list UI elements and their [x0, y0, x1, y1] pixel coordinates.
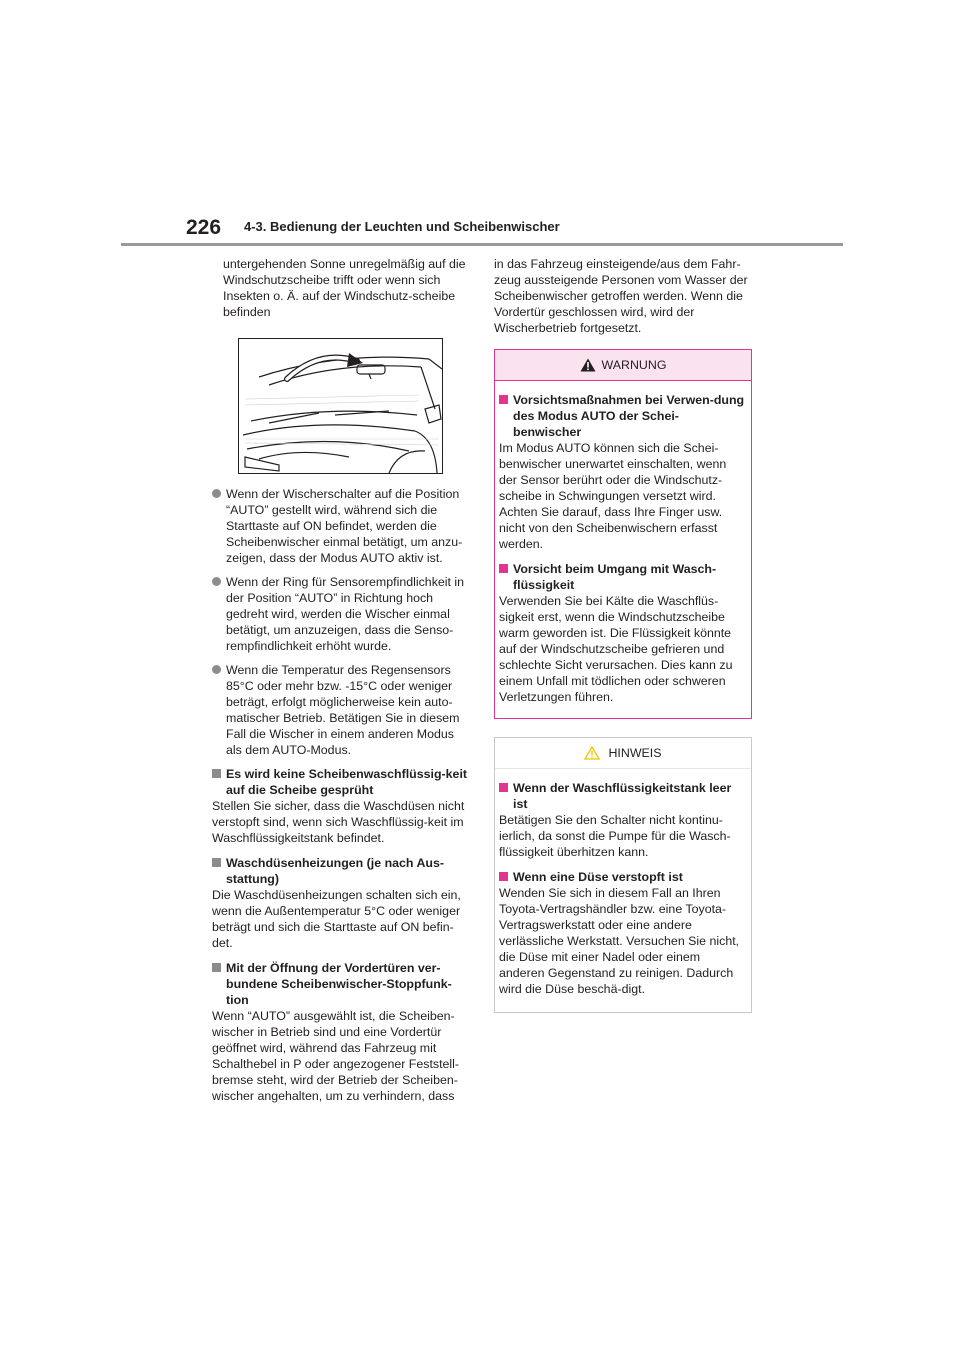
warning-triangle-icon — [580, 358, 596, 372]
info-section — [212, 855, 470, 951]
section-heading-text: Es wird keine Scheibenwaschflüssig-keit auf die Scheibe gesprüht — [226, 767, 468, 797]
bullet-dot-icon — [212, 577, 221, 586]
windshield-illustration — [238, 338, 443, 474]
warning-body — [495, 381, 751, 718]
car-windshield-sensor-drawing — [239, 339, 442, 473]
note-item-heading — [499, 869, 747, 885]
bullet-text: Wenn die Temperatur des Regensensors 85°C oder mehr bzw. -15°C oder weniger beträgt, erfolgt möglicherweise kein auto-matischer Betrieb. Betätigen Sie in diesem Fall die Wischer in einem anderen Modus als dem AUTO-Modus. — [226, 663, 460, 757]
intro-paragraph: untergehenden Sonne unregelmäßig auf die Windschutzscheibe trifft oder wenn sich Insekten o. Ä. auf der Windschutz-scheibe befinden — [223, 257, 466, 319]
section-heading — [212, 766, 470, 798]
warning-title: WARNUNG — [601, 358, 667, 372]
note-item-body: Wenden Sie sich in diesem Fall an Ihren Toyota-Vertragshändler bzw. eine Toyota-Vertragswerkstatt oder eine andere verlässliche Werkstatt. Versuchen Sie nicht, die Düse mit einer Nadel oder einem anderen Gegenstand zu reinigen. Dadurch wird die Düse beschä-digt. — [499, 886, 740, 996]
square-bullet-icon — [499, 783, 508, 792]
warning-item-heading — [499, 561, 747, 593]
note-item-heading — [499, 780, 747, 812]
header-divider — [121, 243, 843, 246]
square-bullet-icon — [499, 395, 508, 404]
continuation-paragraph: in das Fahrzeug einsteigende/aus dem Fahr-zeug aussteigende Personen vom Wasser der Scheibenwischer getroffen werden. Wenn die Vordertür geschlossen wird, wird der Wischerbetrieb fortgesetzt. — [494, 257, 748, 335]
warning-item-body: Verwenden Sie bei Kälte die Waschflüs-sigkeit erst, wenn die Windschutzscheibe warm geworden ist. Die Flüssigkeit könnte auf der Windschutzscheibe gefrieren und schlechte Sicht verursachen. Dies kann zu einem Unfall mit tödlichen oder schweren Verletzungen führen. — [499, 594, 733, 704]
section-body: Stellen Sie sicher, dass die Waschdüsen nicht verstopft sind, wenn sich Waschflüssig-keit im Waschflüssigkeitstank befindet. — [212, 799, 465, 845]
square-bullet-icon — [499, 564, 508, 573]
warning-item — [499, 392, 747, 552]
note-item — [499, 780, 747, 860]
square-bullet-icon — [212, 769, 221, 778]
warning-heading-text: Vorsicht beim Umgang mit Wasch-flüssigkeit — [513, 562, 717, 592]
warning-box — [494, 349, 752, 719]
square-bullet-icon — [212, 963, 221, 972]
bullet-text: Wenn der Wischerschalter auf die Position “AUTO” gestellt wird, während sich die Starttaste auf ON befindet, werden die Scheibenwischer einmal betätigt, um anzu-zeigen, dass der Modus AUTO aktiv ist. — [226, 487, 463, 565]
warning-header — [495, 350, 751, 381]
square-bullet-icon — [212, 858, 221, 867]
note-item — [499, 869, 747, 997]
section-heading-text: Mit der Öffnung der Vordertüren ver-bundene Scheibenwischer-Stoppfunk-tion — [226, 961, 452, 1007]
bullet-item — [212, 574, 470, 654]
left-column — [212, 256, 470, 1113]
note-item-body: Betätigen Sie den Schalter nicht kontinu-ierlich, da sonst die Pumpe für die Wasch-flüssigkeit überhitzen kann. — [499, 813, 731, 859]
section-heading — [212, 855, 470, 887]
bullet-item — [212, 486, 470, 566]
warning-item — [499, 561, 747, 705]
note-heading-text: Wenn der Waschflüssigkeitstank leer ist — [513, 781, 732, 811]
note-header — [495, 738, 751, 769]
bullet-item — [212, 662, 470, 758]
warning-item-heading — [499, 392, 747, 440]
note-heading-text: Wenn eine Düse verstopft ist — [513, 870, 683, 884]
right-column — [494, 256, 752, 1013]
info-section — [212, 960, 470, 1104]
info-section — [212, 766, 470, 846]
square-bullet-icon — [499, 872, 508, 881]
bullet-dot-icon — [212, 489, 221, 498]
note-box — [494, 737, 752, 1013]
bullet-dot-icon — [212, 665, 221, 674]
page-number: 226 — [186, 216, 222, 239]
note-body — [495, 769, 751, 1012]
section-body: Die Waschdüsenheizungen schalten sich ein, wenn die Außentemperatur 5°C oder weniger beträgt und sich die Starttaste auf ON befin-det. — [212, 888, 461, 950]
caution-triangle-outline-icon — [584, 746, 600, 760]
note-title: HINWEIS — [608, 746, 662, 760]
section-heading — [212, 960, 470, 1008]
bullet-text: Wenn der Ring für Sensorempfindlichkeit in der Position “AUTO” in Richtung hoch gedreht wird, werden die Wischer einmal betätigt, um anzuzeigen, dass die Senso-rempfindlichkeit erhöht wurde. — [226, 575, 465, 653]
section-body: Wenn “AUTO” ausgewählt ist, die Scheiben-wischer in Betrieb sind und eine Vordertür geöffnet wird, während das Fahrzeug mit Schalthebel in P oder angezogener Feststell-bremse steht, wird der Betrieb der Scheiben-wischer angehalten, um zu verhindern, dass — [212, 1009, 460, 1103]
section-heading-text: Waschdüsenheizungen (je nach Aus-stattung) — [226, 856, 445, 886]
warning-item-body: Im Modus AUTO können sich die Schei-benwischer unerwartet einschalten, wenn der Sensor berührt oder die Windschutz-scheibe in Schwingungen versetzt wird. Achten Sie darauf, dass Ihre Finger usw. nicht von den Scheibenwischern erfasst werden. — [499, 441, 727, 551]
section-title: 4-3. Bedienung der Leuchten und Scheibenwischer — [244, 219, 560, 234]
warning-heading-text: Vorsichtsmaßnahmen bei Verwen-dung des Modus AUTO der Schei-benwischer — [513, 393, 745, 439]
